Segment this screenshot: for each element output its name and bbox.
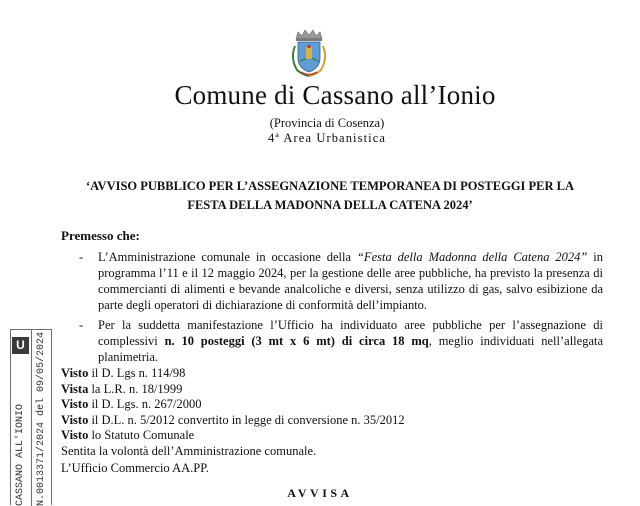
ufficio-line: L’Ufficio Commercio AA.PP. [61, 461, 209, 475]
bullet-text-part: , meglio individuati nell’allegata planimetria. [98, 334, 604, 364]
notice-title-line: FESTA DELLA MADONNA DELLA CATENA 2024’ [187, 198, 473, 212]
bullet-item [79, 249, 603, 312]
visto-text: il D. Lgs n. 114/98 [88, 366, 186, 380]
provincia-subtitle: (Provincia di Cosenza) [269, 116, 385, 130]
visto-label: Visto [61, 412, 89, 427]
bullet-item [79, 317, 604, 364]
premesso-heading: Premesso che: [61, 228, 140, 243]
visto-line [61, 366, 601, 382]
bullet-text-part: in programma l’11 e il 12 maggio 2024, per la gestione delle aree pubbliche, ha previsto la presenza di commercianti di alimenti e bevande analcoliche e diversi, senza utilizzo di gas, salvo esibizione da parte degli operatori di dichiarazione di conformità dell’impianto. [98, 250, 603, 312]
visto-line [61, 397, 601, 413]
posteggi-highlight: n. 10 posteggi (3 mt x 6 mt) di circa 18 mq [164, 334, 429, 348]
visto-line [61, 382, 601, 398]
festa-name: “Festa della Madonna della Catena 2024” [356, 250, 588, 264]
stamp-letter-badge: U [12, 337, 29, 354]
visto-text: lo Statuto Comunale [88, 428, 195, 442]
bullet-marker: - [79, 318, 84, 332]
visto-text: il D.L. n. 5/2012 convertito in legge di conversione n. 35/2012 [88, 412, 405, 427]
visto-line [61, 428, 601, 444]
sentita-line: Sentita la volontà dell’Amministrazione comunale. [61, 443, 317, 458]
stamp-protocol-number: N.0013371/2024 del 09/05/2024 [36, 331, 47, 506]
visto-label: Visto [61, 366, 89, 380]
stamp-municipality: CASSANO ALL'IONIO [15, 403, 26, 506]
visto-text: il D. Lgs. n. 267/2000 [88, 397, 202, 411]
visto-text: la L.R. n. 18/1999 [88, 381, 183, 396]
visto-label: Visto [61, 428, 89, 442]
bullet-marker: - [79, 250, 84, 264]
protocol-stamp [10, 329, 52, 505]
visto-label: Vista [61, 381, 89, 396]
bullet-text-part: Per la suddetta manifestazione l’Ufficio ha individuato aree pubbliche per l’assegnazione di complessivi [98, 318, 603, 348]
comune-name-heading: Comune di Cassano all’Ionio [174, 80, 496, 110]
visto-label: Visto [61, 397, 89, 411]
bullet-text-part: L’Amministrazione comunale in occasione della [98, 250, 357, 264]
notice-title-line: ‘AVVISO PUBBLICO PER L’ASSEGNAZIONE TEMPORANEA DI POSTEGGI PER LA [85, 179, 575, 193]
notice-title [40, 177, 620, 215]
coat-of-arms-emblem [289, 28, 329, 78]
stamp-divider [31, 330, 32, 506]
avvisa-heading: AVVISA [287, 486, 353, 500]
visto-line [61, 413, 601, 429]
bullet-text [98, 249, 603, 313]
visto-list [61, 366, 601, 459]
area-subtitle: 4ª Area Urbanistica [267, 131, 387, 145]
bullet-text [98, 317, 603, 365]
